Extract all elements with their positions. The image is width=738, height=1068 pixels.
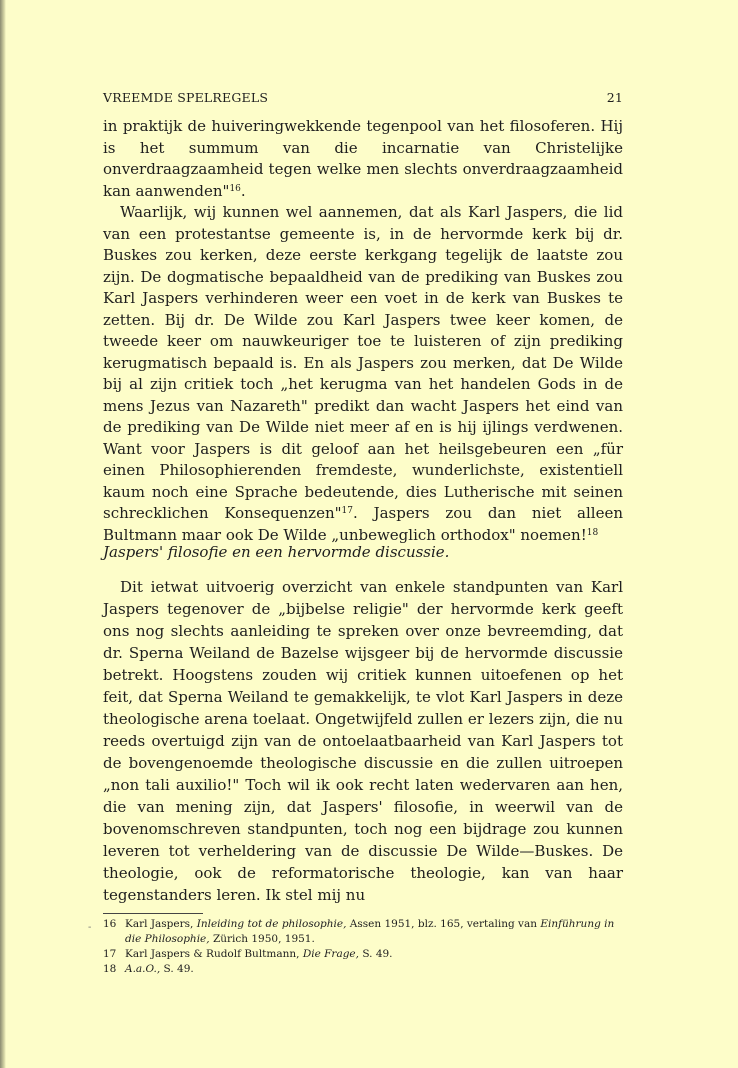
- footnote-17: [103, 947, 623, 962]
- footnotes: [103, 917, 623, 977]
- footnote-work-title: Inleiding tot de philosophie,: [196, 918, 347, 930]
- footnote-ref-18: 18: [586, 527, 599, 538]
- footnote-work-title: Einführung in die Philosophie,: [125, 918, 615, 945]
- main-text: [103, 116, 623, 546]
- section-heading: Jaspers' filosofie en een hervormde discussie.: [103, 543, 450, 561]
- margin-mark: -: [88, 922, 92, 933]
- footnote-number: 16: [103, 918, 117, 930]
- footnote-16: [103, 917, 623, 947]
- footnote-text: Assen 1951, blz. 165, vertaling van: [346, 918, 541, 930]
- footnote-text: S. 49.: [358, 948, 393, 960]
- running-title: VREEMDE SPELREGELS: [103, 90, 269, 105]
- section-text: [103, 576, 623, 906]
- footnote-number: 17: [103, 948, 117, 960]
- running-header: [103, 90, 623, 110]
- footnote-text: Karl Jaspers & Rudolf Bultmann,: [125, 948, 303, 960]
- paragraph-1-text: in praktijk de huiveringwekkende tegenpool van het filosoferen. Hij is het summum van die incarnatie van Christelijke onverdraagzaamheid tegen welke men slechts onverdraagzaamheid kan aanwenden": [103, 117, 623, 200]
- footnote-text: S. 49.: [160, 963, 194, 975]
- page-number: 21: [606, 90, 623, 105]
- footnote-work-title: A.a.O.,: [125, 963, 161, 975]
- section-paragraph: Dit ietwat uitvoerig overzicht van enkele standpunten van Karl Jaspers tegenover de „bijbelse religie" der hervormde kerk geeft ons nog slechts aanleiding te spreken over onze bevreemding, dat dr. Sperna Weiland de Bazelse wijsgeer bij de hervormde discussie betrekt. Hoogstens zouden wij critiek kunnen uitoefenen op het feit, dat Sperna Weiland te gemakkelijk, te vlot Karl Jaspers in deze theologische arena toelaat. Ongetwijfeld zullen er lezers zijn, die nu reeds overtuigd zijn van de ontoelaatbaarheid van Karl Jaspers tot de bovengenoemde theologische discussie en die zullen uitroepen „non tali auxilio!" Toch wil ik ook recht laten wedervaren aan hen, die van mening zijn, dat Jaspers' filosofie, in weerwil van de bovenomschreven standpunten, toch nog een bijdrage zou kunnen leveren tot verheldering van de discussie De Wilde—Buskes. De theologie, ook de reformatorische theologie, kan van haar tegenstanders leren. Ik stel mij nu: [103, 578, 623, 904]
- paragraph-2: [103, 202, 623, 546]
- page-edge-shadow: [0, 0, 6, 1068]
- footnote-ref-16: 16: [229, 183, 241, 194]
- paragraph-2-part1: Waarlijk, wij kunnen wel aannemen, dat als Karl Jaspers, die lid van een protestantse gemeente is, in de hervormde kerk bij dr. Buskes zou kerken, deze eerste kerkgang tegelijk de laatste zou zijn. De dogmatische bepaaldheid van de prediking van Buskes zou Karl Jaspers verhinderen weer een voet in de kerk van Buskes te zetten. Bij dr. De Wilde zou Karl Jaspers twee keer komen, de tweede keer om nauwkeuriger toe te luisteren of zijn prediking kerugmatisch bepaald is. En als Jaspers zou merken, dat De Wilde bij al zijn critiek toch „het kerugma van het handelen Gods in de mens Jezus van Nazareth" predikt dan wacht Jaspers het eind van de prediking van De Wilde niet meer af en is hij ijlings verdwenen. Want voor Jaspers is dit geloof aan het heilsgebeuren een „für einen Philosophierenden fremdeste, wunderlichste, existentiell kaum noch eine Sprache bedeutende, dies Lutherische mit seinen schrecklichen Konsequenzen": [103, 203, 623, 522]
- footnote-18: [103, 962, 623, 977]
- footnote-ref-17: 17: [341, 506, 353, 516]
- footnote-divider: [103, 913, 203, 914]
- footnote-work-title: Die Frage,: [302, 948, 359, 960]
- footnote-number: 18: [103, 963, 117, 975]
- paragraph-1: [103, 116, 623, 202]
- footnote-text: Karl Jaspers,: [125, 918, 197, 930]
- paragraph-2-part2: . Jaspers zou dan niet alleen Bultmann maar ook De Wilde „unbeweglich orthodox" noemen!: [103, 504, 623, 544]
- paragraph-1-end: .: [240, 181, 246, 200]
- footnote-text: Zürich 1950, 1951.: [209, 933, 315, 945]
